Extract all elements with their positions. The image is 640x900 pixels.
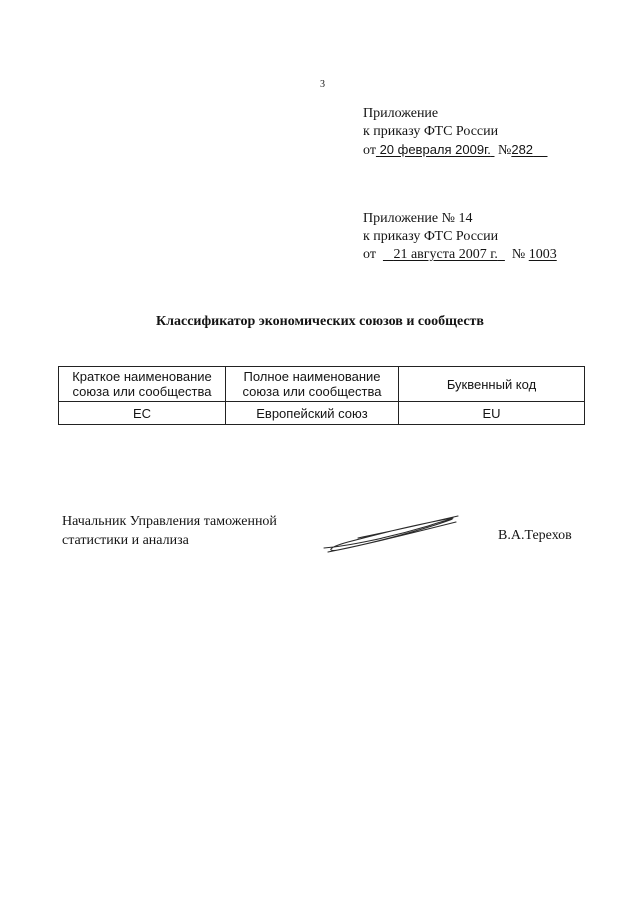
attachment-current-line1: Приложение bbox=[363, 106, 439, 121]
cell-full-name: Европейский союз bbox=[226, 402, 399, 425]
page-number: 3 bbox=[320, 79, 325, 90]
cell-short-name: ЕС bbox=[59, 402, 226, 425]
classifier-table bbox=[58, 366, 585, 425]
attachment-current-number-prefix: № bbox=[497, 143, 512, 158]
attachment-current-line2: к приказу ФТС России bbox=[363, 124, 499, 139]
header-letter-code: Буквенный код bbox=[399, 367, 585, 402]
document-title: Классификатор экономических союзов и сообществ bbox=[156, 314, 484, 329]
table-header-row bbox=[59, 367, 585, 402]
attachment-previous-number: 1003 bbox=[528, 247, 557, 262]
signatory-position bbox=[62, 512, 277, 550]
attachment-current-date-line bbox=[363, 141, 548, 160]
table-row bbox=[59, 402, 585, 425]
attachment-current-date-prefix: от bbox=[363, 143, 376, 158]
attachment-previous-line1: Приложение № 14 bbox=[363, 211, 473, 226]
attachment-current bbox=[363, 105, 548, 160]
attachment-current-number: 282 bbox=[511, 142, 534, 157]
signature-stroke bbox=[324, 516, 458, 552]
signatory-position-line2: статистики и анализа bbox=[62, 533, 189, 548]
attachment-previous-number-prefix: № bbox=[511, 247, 526, 262]
cell-letter-code: EU bbox=[399, 402, 585, 425]
attachment-previous-date: 21 августа 2007 г. bbox=[393, 247, 498, 262]
attachment-current-date: 20 февраля 2009г. bbox=[379, 142, 491, 157]
signatory-name: В.А.Терехов bbox=[498, 528, 572, 543]
signatory-position-line1: Начальник Управления таможенной bbox=[62, 514, 277, 529]
handwritten-signature bbox=[318, 508, 463, 556]
attachment-previous-date-line bbox=[363, 246, 557, 264]
attachment-previous-date-prefix: от bbox=[363, 247, 376, 262]
attachment-previous bbox=[363, 210, 557, 264]
header-full-name: Полное наименование союза или сообщества bbox=[226, 367, 399, 402]
header-short-name: Краткое наименование союза или сообщества bbox=[59, 367, 226, 402]
attachment-previous-line2: к приказу ФТС России bbox=[363, 229, 499, 244]
